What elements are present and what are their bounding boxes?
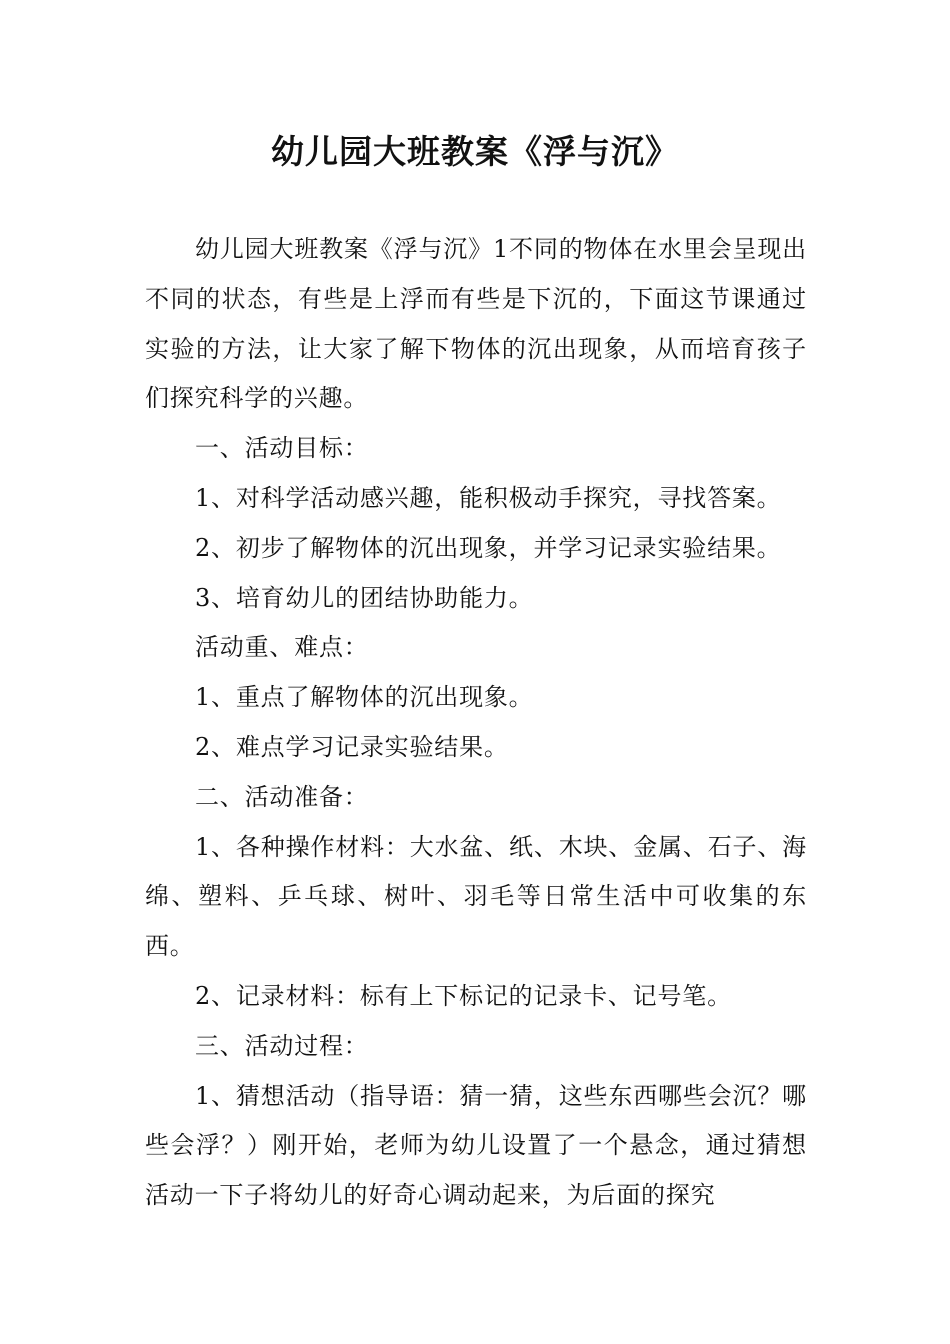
preparation-item-1: 1、各种操作材料：大水盆、纸、木块、金属、石子、海绵、塑料、乒乓球、树叶、羽毛等日常生活中可收集的东西。: [145, 832, 807, 961]
section-heading-preparation: 二、活动准备：: [195, 782, 369, 811]
document-title: 幼儿园大班教案《浮与沉》: [271, 132, 679, 171]
section-heading-goals: 一、活动目标：: [195, 434, 369, 463]
goal-item-2: 2、初步了解物体的沉出现象，并学习记录实验结果。: [195, 533, 782, 562]
section-heading-process: 三、活动过程：: [195, 1031, 369, 1060]
goal-item-3: 3、培育幼儿的团结协助能力。: [195, 583, 534, 612]
process-item-1: 1、猜想活动（指导语：猜一猜，这些东西哪些会沉？哪些会浮？）刚开始，老师为幼儿设置了一个悬念，通过猜想活动一下子将幼儿的好奇心调动起来，为后面的探究: [145, 1081, 807, 1210]
section-heading-key-points: 活动重、难点：: [195, 633, 369, 662]
document-body: [145, 225, 807, 1221]
preparation-item-2: 2、记录材料：标有上下标记的记录卡、记号笔。: [195, 981, 732, 1010]
paragraph-intro: 幼儿园大班教案《浮与沉》1不同的物体在水里会呈现出不同的状态，有些是上浮而有些是下沉的，下面这节课通过实验的方法，让大家了解下物体的沉出现象，从而培育孩子们探究科学的兴趣。: [145, 235, 807, 413]
key-point-item-1: 1、重点了解物体的沉出现象。: [195, 683, 534, 712]
goal-item-1: 1、对科学活动感兴趣，能积极动手探究，寻找答案。: [195, 483, 782, 512]
key-point-item-2: 2、难点学习记录实验结果。: [195, 732, 509, 761]
